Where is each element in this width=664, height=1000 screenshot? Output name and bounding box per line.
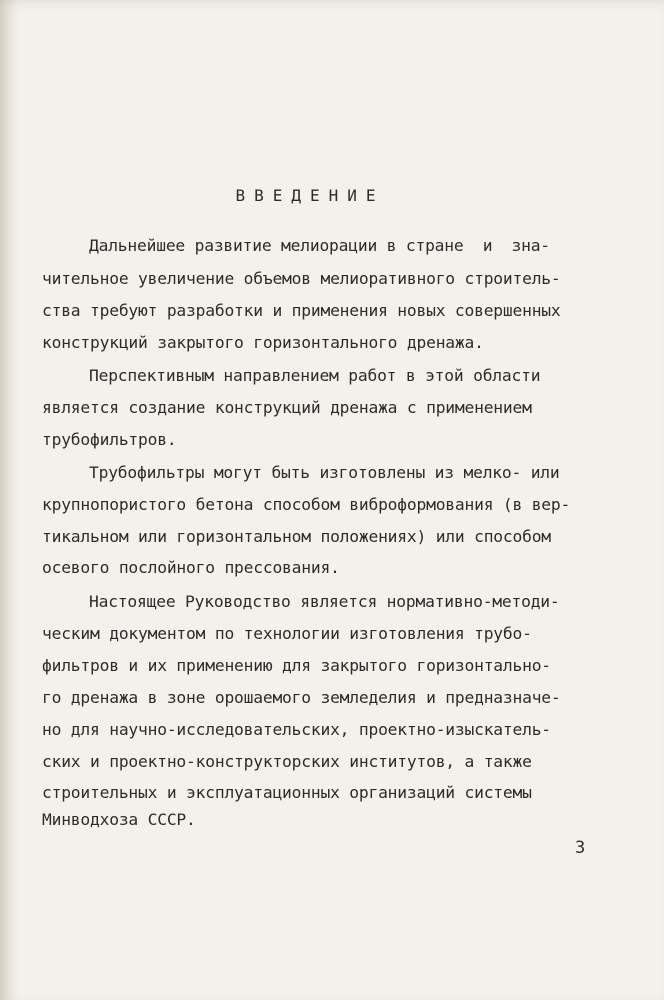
text-line-14: фильтров и их применению для закрытого горизонтально-: [42, 656, 551, 675]
text-line-5: Перспективным направлением работ в этой области: [89, 366, 541, 385]
text-line-15: го дренажа в зоне орошаемого земледелия и предназначе-: [42, 688, 561, 707]
text-line-10: тикальном или горизонтальном положениях) или способом: [42, 527, 551, 546]
text-line-6: является создание конструкций дренажа с применением: [42, 398, 532, 417]
text-line-11: осевого послойного прессования.: [42, 558, 340, 577]
page-edge-shadow: [0, 0, 18, 1000]
text-line-1: Дальнейшее развитие мелиорации в стране и зна-: [89, 236, 550, 255]
page-title: ВВЕДЕНИЕ: [235, 186, 385, 205]
text-line-9: крупнопористого бетона способом виброформования (в вер-: [42, 495, 571, 514]
text-line-4: конструкций закрытого горизонтального дренажа.: [42, 333, 484, 352]
page-number: 3: [575, 838, 586, 858]
text-line-17: ских и проектно-конструкторских институтов, а также: [42, 752, 532, 771]
text-line-7: трубофильтров.: [42, 430, 177, 449]
text-line-19: Минводхоза СССР.: [42, 810, 196, 829]
text-line-18: строительных и эксплуатационных организаций системы: [42, 783, 532, 802]
text-line-2: чительное увеличение объемов мелиоративного строитель-: [42, 269, 561, 288]
text-line-16: но для научно-исследовательских, проектно-изыскатель-: [42, 720, 551, 739]
text-line-13: ческим документом по технологии изготовления трубо-: [42, 624, 532, 643]
text-line-12: Настоящее Руководство является нормативно-методи-: [89, 592, 560, 611]
text-line-8: Трубофильтры могут быть изготовлены из мелко- или: [89, 463, 560, 482]
text-line-3: ства требуют разработки и применения новых совершенных: [42, 301, 561, 320]
